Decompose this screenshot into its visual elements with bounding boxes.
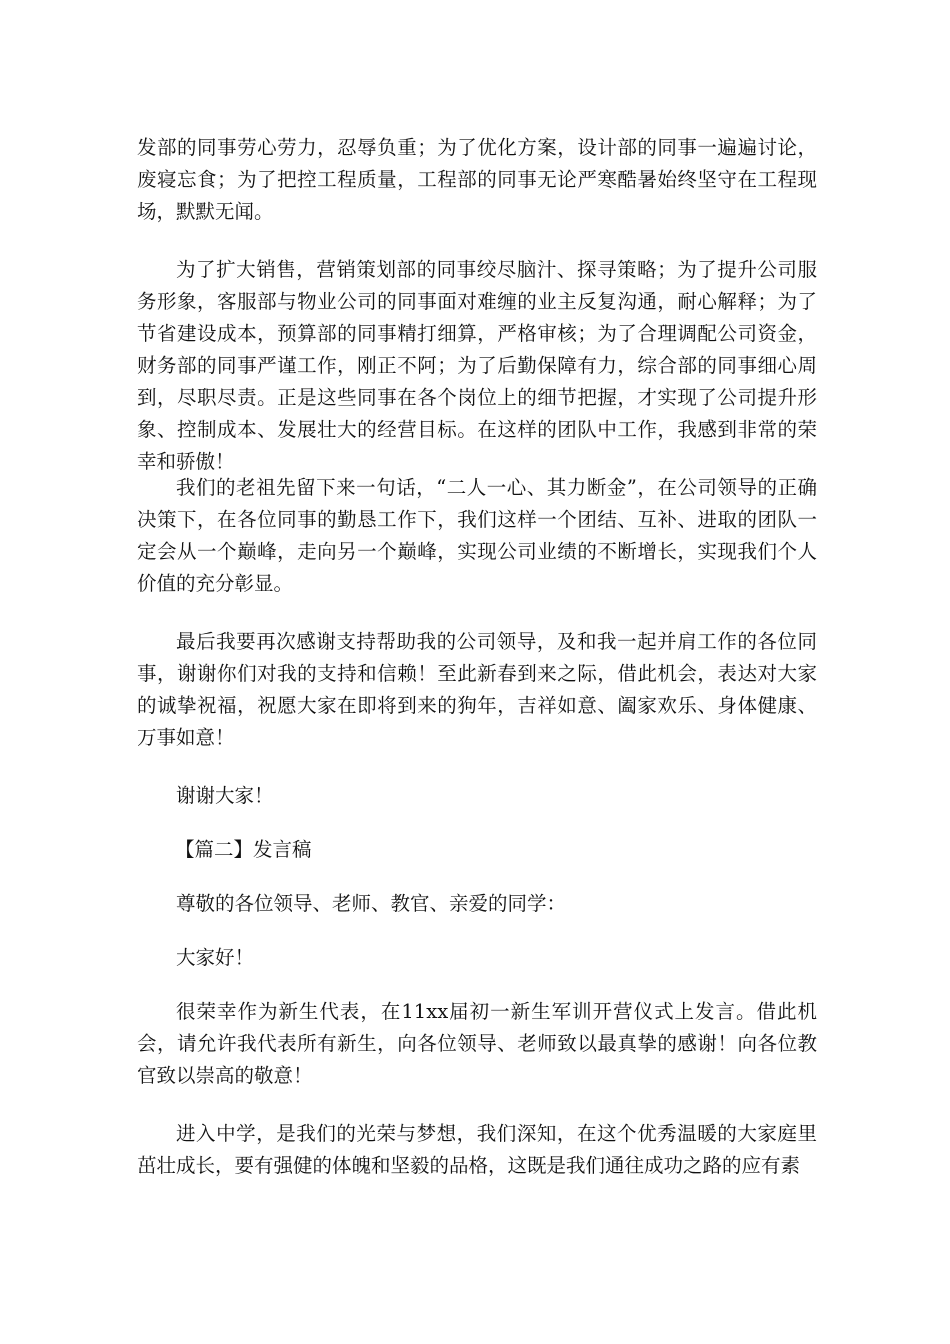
paragraph-thanks: 最后我要再次感谢支持帮助我的公司领导，及和我一起并肩工作的各位同事，谢谢你们对我的支持和信赖！至此新春到来之际，借此机会，表达对大家的诚挚祝福，祝愿大家在即将到来的狗年，吉祥如意、阖家欢乐、身体健康、万事如意！ xyxy=(137,630,817,749)
paragraph-continued: 发部的同事劳心劳力，忍辱负重；为了优化方案，设计部的同事一遍遍讨论，废寝忘食；为了把控工程质量，工程部的同事无论严寒酷暑始终坚守在工程现场，默默无闻。 xyxy=(137,136,817,223)
paragraph-salutation: 尊敬的各位领导、老师、教官、亲爱的同学： xyxy=(176,892,567,915)
paragraph-middle-school: 进入中学，是我们的光荣与梦想，我们深知，在这个优秀温暖的大家庭里茁壮成长，要有强健的体魄和坚毅的品格，这既是我们通往成功之路的应有素 xyxy=(137,1122,817,1177)
paragraph-ancestors-saying: 我们的老祖先留下来一句话，“二人一心、其力断金”，在公司领导的正确决策下，在各位同事的勤恳工作下，我们这样一个团结、互补、进取的团队一定会从一个巅峰，走向另一个巅峰，实现公司业绩的不断增长，实现我们个人价值的充分彰显。 xyxy=(137,476,817,595)
section-heading: 【篇二】发言稿 xyxy=(175,838,312,861)
paragraph-closing: 谢谢大家！ xyxy=(176,784,274,807)
paragraph-introduction: 很荣幸作为新生代表，在11xx届初一新生军训开营仪式上发言。借此机会，请允许我代表所有新生，向各位领导、老师致以最真挚的感谢！向各位教官致以崇高的敬意！ xyxy=(137,1000,817,1087)
paragraph-teamwork: 为了扩大销售，营销策划部的同事绞尽脑汁、探寻策略；为了提升公司服务形象，客服部与物业公司的同事面对难缠的业主反复沟通，耐心解释；为了节省建设成本，预算部的同事精打细算，严格审核；为了合理调配公司资金，财务部的同事严谨工作，刚正不阿；为了后勤保障有力，综合部的同事细心周到，尽职尽责。正是这些同事在各个岗位上的细节把握，才实现了公司提升形象、控制成本、发展壮大的经营目标。在这样的团队中工作，我感到非常的荣幸和骄傲！ xyxy=(137,258,817,473)
paragraph-greeting: 大家好！ xyxy=(176,946,255,969)
